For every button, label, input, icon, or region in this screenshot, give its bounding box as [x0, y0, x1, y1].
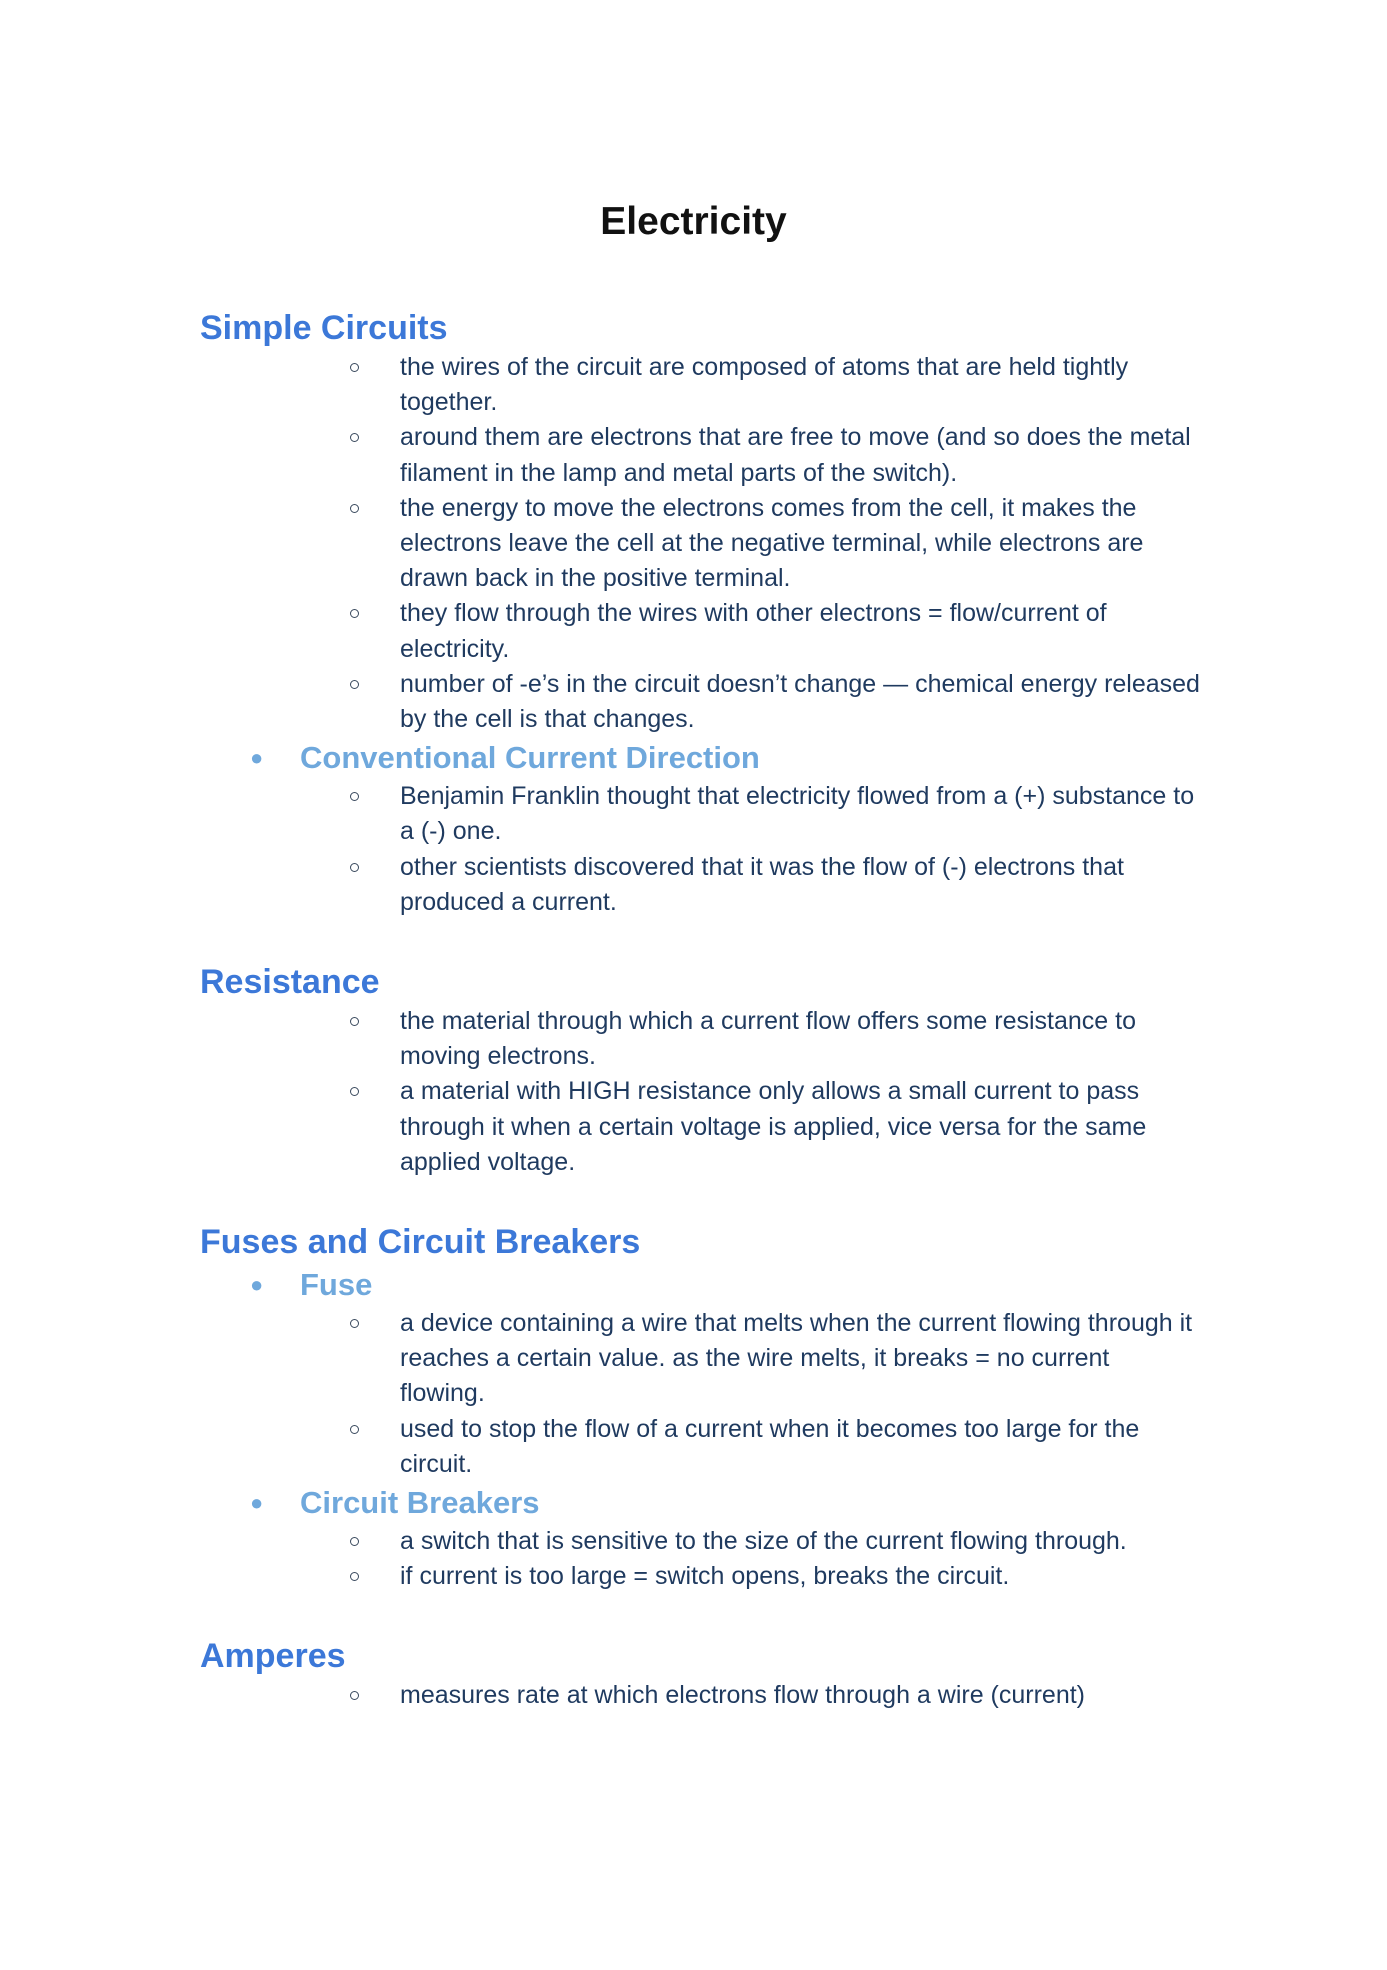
filled-circle-bullet-icon: ●: [250, 1490, 264, 1516]
list-item-text: they flow through the wires with other electrons = flow/current of electricity.: [400, 599, 1107, 663]
list-item-text: measures rate at which electrons flow through a wire (current): [400, 1681, 1086, 1710]
section-heading: Resistance: [200, 963, 380, 1002]
subsection-heading: Conventional Current Direction: [300, 740, 760, 776]
list-item: [200, 420, 1200, 490]
list-item: [200, 1412, 1200, 1482]
hollow-circle-bullet-icon: [350, 1017, 359, 1026]
list-item: [200, 667, 1200, 737]
section-resistance: [200, 960, 1200, 1180]
list-item: [200, 1074, 1200, 1180]
section-spacer: [200, 920, 1200, 960]
list-item: [200, 1004, 1200, 1074]
subsection-heading-row: [200, 1264, 1200, 1306]
bullet-list: [200, 1678, 1200, 1713]
list-item-text: a device containing a wire that melts when the current flowing through it reaches a certain value. as the wire melts, it breaks = no current flowing.: [400, 1309, 1193, 1408]
list-item: [200, 779, 1200, 849]
list-item: [200, 596, 1200, 666]
list-item-text: the energy to move the electrons comes from the cell, it makes the electrons leave the cell at the negative terminal, while electrons are drawn back in the positive terminal.: [400, 493, 1144, 593]
hollow-circle-bullet-icon: [350, 609, 359, 618]
hollow-circle-bullet-icon: [350, 1691, 359, 1700]
bullet-list: [200, 1004, 1200, 1180]
hollow-circle-bullet-icon: [350, 504, 359, 513]
list-item: [200, 1306, 1200, 1412]
section-heading: Amperes: [200, 1637, 346, 1676]
subsection-heading: Circuit Breakers: [300, 1485, 540, 1521]
list-item-text: number of -e’s in the circuit doesn’t change — chemical energy released by the cell is that changes.: [400, 669, 1200, 734]
list-item: [200, 850, 1200, 920]
list-item-text: other scientists discovered that it was the flow of (-) electrons that produced a current.: [400, 852, 1124, 916]
bullet-list: [200, 1524, 1200, 1594]
subsection-heading: Fuse: [300, 1267, 373, 1303]
hollow-circle-bullet-icon: [350, 1537, 359, 1546]
list-item-text: the material through which a current flow offers some resistance to moving electrons.: [400, 1007, 1136, 1071]
hollow-circle-bullet-icon: [350, 1319, 359, 1328]
section-fuses-and-circuit-breakers: [200, 1220, 1200, 1594]
bullet-list: [200, 779, 1200, 920]
hollow-circle-bullet-icon: [350, 1572, 359, 1581]
subsection-heading-row: [200, 1482, 1200, 1524]
list-item-text: a switch that is sensitive to the size of the current flowing through.: [400, 1527, 1127, 1556]
list-item: [200, 1559, 1200, 1594]
list-item: [200, 491, 1200, 597]
section-spacer: [200, 1180, 1200, 1220]
section-heading: Fuses and Circuit Breakers: [200, 1223, 641, 1262]
section-amperes: [200, 1634, 1200, 1713]
hollow-circle-bullet-icon: [350, 863, 359, 872]
list-item: [200, 1678, 1200, 1713]
hollow-circle-bullet-icon: [350, 680, 359, 689]
list-item: [200, 350, 1200, 420]
section-simple-circuits: [200, 306, 1200, 920]
document-body: [200, 306, 1200, 1714]
hollow-circle-bullet-icon: [350, 433, 359, 442]
section-spacer: [200, 1594, 1200, 1634]
hollow-circle-bullet-icon: [350, 1425, 359, 1434]
section-heading: Simple Circuits: [200, 309, 448, 347]
list-item-text: Benjamin Franklin thought that electricity flowed from a (+) substance to a (-) one.: [400, 782, 1195, 846]
list-item: [200, 1524, 1200, 1559]
bullet-list: [200, 1306, 1200, 1482]
subsection-heading-row: [200, 737, 1200, 779]
list-item-text: a material with HIGH resistance only allows a small current to pass through it when a certain voltage is applied, vice versa for the same applied voltage.: [400, 1077, 1147, 1176]
hollow-circle-bullet-icon: [350, 792, 359, 801]
hollow-circle-bullet-icon: [350, 363, 359, 372]
hollow-circle-bullet-icon: [350, 1087, 359, 1096]
filled-circle-bullet-icon: ●: [250, 745, 264, 771]
list-item-text: the wires of the circuit are composed of atoms that are held tightly together.: [400, 353, 1129, 417]
bullet-list: [200, 350, 1200, 737]
page-title: Electricity: [600, 200, 787, 243]
list-item-text: used to stop the flow of a current when it becomes too large for the circuit.: [400, 1414, 1140, 1478]
list-item-text: around them are electrons that are free to move (and so does the metal filament in the lamp and metal parts of the switch).: [400, 423, 1191, 487]
list-item-text: if current is too large = switch opens, breaks the circuit.: [400, 1562, 1010, 1591]
filled-circle-bullet-icon: ●: [250, 1272, 264, 1298]
